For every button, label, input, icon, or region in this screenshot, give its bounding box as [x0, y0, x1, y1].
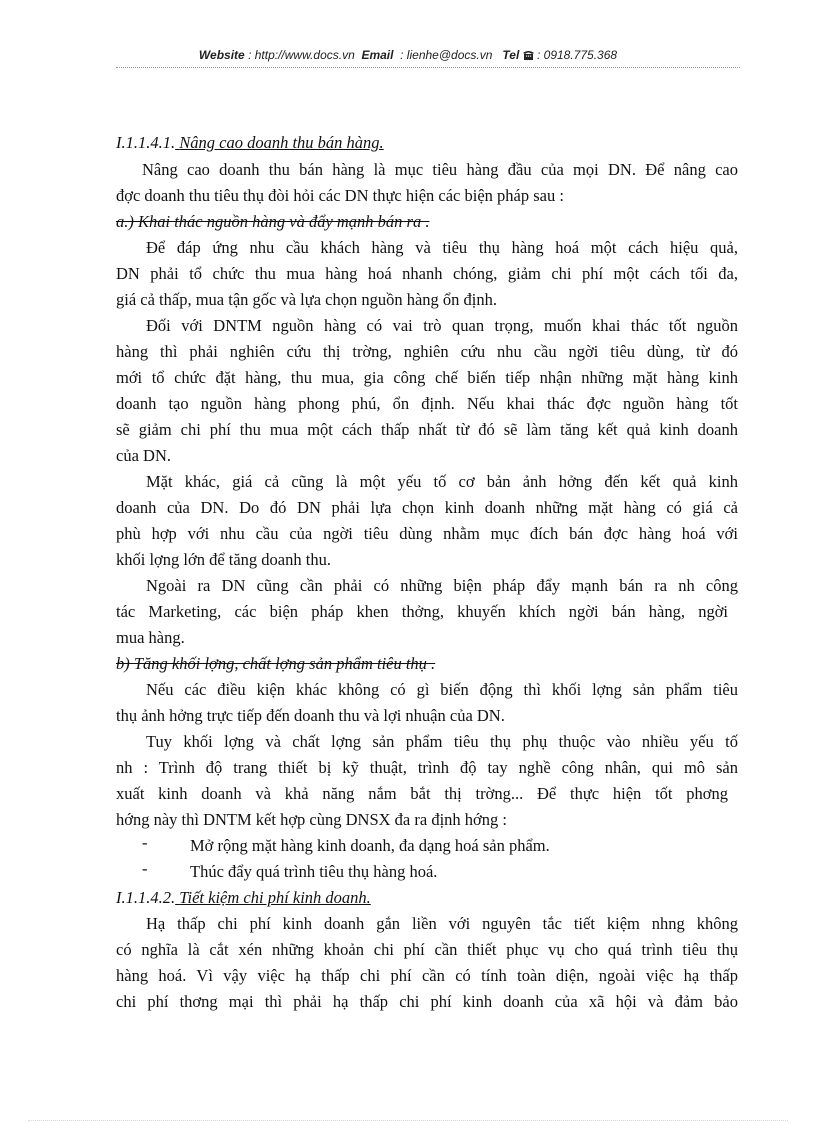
paragraph-line: chi phí thơng mại thì phải hạ thấp chi phí kinh doanh của xã hội và đảm bảo	[116, 992, 738, 1011]
paragraph-line: của DN.	[116, 446, 171, 465]
paragraph-line: Đối với DNTM nguồn hàng có vai trò quan trọng, muốn khai thác tốt nguồn	[146, 316, 738, 335]
paragraph-line: hàng thì phải nghiên cứu thị trờng, nghiên cứu nhu cầu ngời tiêu dùng, từ đó	[116, 342, 738, 361]
tel-value: : 0918.775.368	[536, 48, 618, 62]
section-heading-2	[116, 885, 738, 911]
section-title-2: Tiết kiệm chi phí kinh doanh.	[179, 888, 371, 907]
paragraph-line: Nâng cao doanh thu bán hàng là mục tiêu hàng đầu của mọi DN. Để nâng cao	[142, 160, 738, 179]
paragraph-line: mới tổ chức đặt hàng, thu mua, gia công chế biến tiếp nhận những mặt hàng kinh	[116, 368, 738, 387]
subheading-a: a.) Khai thác nguồn hàng và đẩy mạnh bán ra .	[116, 212, 430, 231]
website-value: : http://www.docs.vn	[248, 48, 355, 62]
bullet-dash: -	[142, 859, 148, 878]
paragraph-line: doanh của DN. Do đó DN phải lựa chọn kinh doanh những mặt hàng có giá cả	[116, 498, 738, 517]
paragraph-line: Ngoài ra DN cũng cần phải có những biện pháp đẩy mạnh bán ra nh công	[146, 576, 738, 595]
header-divider	[116, 67, 740, 68]
bullet-dash: -	[142, 833, 148, 852]
paragraph-line: phù hợp với nhu cầu của ngời tiêu dùng nhằm mục đích bán đợc hàng hoá với	[116, 524, 738, 543]
section-heading-1	[116, 130, 738, 156]
paragraph-line: tác Marketing, các biện pháp khen thởng, khuyến khích ngời bán hàng, ngời	[116, 602, 728, 621]
paragraph-line: hớng này thì DNTM kết hợp cùng DNSX đa ra định hớng :	[116, 810, 507, 829]
paragraph-line: Hạ thấp chi phí kinh doanh gắn liền với nguyên tắc tiết kiệm nhng không	[146, 914, 738, 933]
paragraph-line: sẽ giảm chi phí thu mua một cách thấp nhất từ đó sẽ làm tăng kết quả kinh doanh	[116, 420, 738, 439]
email-value: : lienhe@docs.vn	[400, 48, 493, 62]
paragraph-line: đợc doanh thu tiêu thụ đòi hỏi các DN thực hiện các biện pháp sau :	[116, 186, 564, 205]
section-number-2: I.1.1.4.2.	[116, 888, 176, 907]
paragraph-line: doanh tạo nguồn hàng phong phú, ổn định. Nếu khai thác đợc nguồn hàng tốt	[116, 394, 738, 413]
paragraph-line: Tuy khối lợng và chất lợng sản phẩm tiêu thụ phụ thuộc vào nhiều yếu tố	[146, 732, 738, 751]
paragraph-line: thụ ảnh hởng trực tiếp đến doanh thu và lợi nhuận của DN.	[116, 706, 505, 725]
website-label: Website	[198, 48, 245, 62]
phone-icon	[523, 48, 537, 62]
list-item	[142, 859, 738, 885]
paragraph-line: khối lợng lớn để tăng doanh thu.	[116, 550, 331, 569]
paragraph-line: Mặt khác, giá cả cũng là một yếu tố cơ bản ảnh hởng đến kết quả kinh	[146, 472, 738, 491]
list-item	[142, 833, 738, 859]
paragraph-line: Để đáp ứng nhu cầu khách hàng và tiêu thụ hàng hoá một cách hiệu quả,	[146, 238, 738, 257]
section-number-1: I.1.1.4.1.	[116, 133, 176, 152]
tel-label: Tel	[502, 48, 520, 62]
email-label: Email	[361, 48, 394, 62]
list-item-text: Mở rộng mặt hàng kinh doanh, đa dạng hoá sản phẩm.	[190, 836, 550, 855]
page-header	[0, 48, 816, 62]
paragraph-line: mua hàng.	[116, 628, 185, 647]
paragraph-line: nh : Trình độ trang thiết bị kỹ thuật, trình độ tay nghề công nhân, qui mô sản	[116, 758, 738, 777]
paragraph-line: giá cả thấp, mua tận gốc và lựa chọn nguồn hàng ổn định.	[116, 290, 498, 309]
paragraph-line: Nếu các điều kiện khác không có gì biến động thì khối lợng sản phẩm tiêu	[146, 680, 738, 699]
paragraph-line: có nghĩa là cắt xén những khoản chi phí cần thiết phục vụ cho quá trình tiêu thụ	[116, 940, 738, 959]
document-body	[116, 130, 738, 1015]
subheading-b: b) Tăng khối lợng, chất lợng sản phẩm tiêu thụ .	[116, 654, 436, 673]
section-title-1: Nâng cao doanh thu bán hàng.	[179, 133, 384, 152]
paragraph-line: hàng hoá. Vì vậy việc hạ thấp chi phí cần có tính toàn diện, ngoài việc hạ thấp	[116, 966, 738, 985]
paragraph-line: DN phải tổ chức thu mua hàng hoá nhanh chóng, giảm chi phí một cách tối đa,	[116, 264, 738, 283]
paragraph-line: xuất kinh doanh và khả năng nắm bắt thị trờng... Để thực hiện tốt phơng	[116, 784, 728, 803]
footer-divider	[28, 1120, 788, 1121]
list-item-text: Thúc đẩy quá trình tiêu thụ hàng hoá.	[190, 862, 438, 881]
